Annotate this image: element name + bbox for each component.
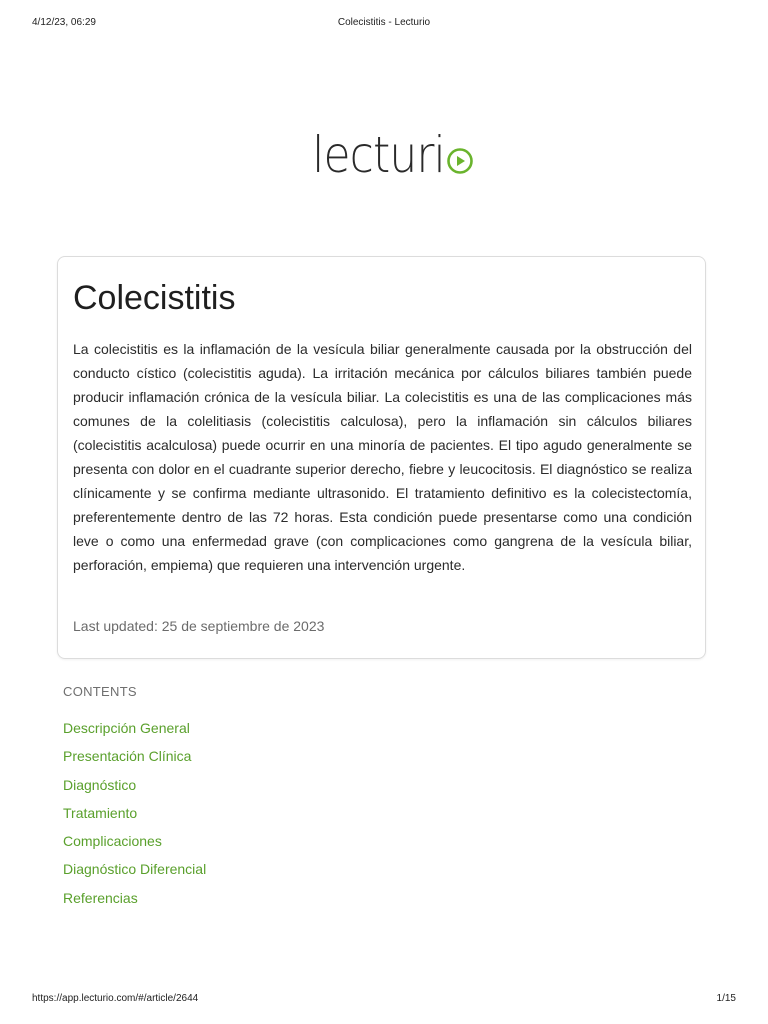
page-indicator: 1/15: [716, 993, 736, 1004]
toc-link-diagnostico[interactable]: Diagnóstico: [63, 776, 137, 793]
toc-link-diagnostico-diferencial[interactable]: Diagnóstico Diferencial: [63, 861, 207, 878]
toc-item: [63, 746, 206, 774]
toc-item: [63, 718, 206, 746]
print-footer: [0, 993, 768, 1009]
toc-item: [63, 888, 206, 916]
print-header: [0, 17, 768, 33]
print-page-title: Colecistitis - Lecturio: [337, 17, 431, 28]
toc-item: [63, 831, 206, 859]
toc-link-complicaciones[interactable]: Complicaciones: [63, 833, 162, 850]
contents-heading: CONTENTS: [63, 684, 137, 699]
article-title: Colecistitis: [73, 279, 236, 317]
toc-link-descripcion-general[interactable]: Descripción General: [63, 720, 190, 736]
toc-item: [63, 803, 206, 831]
play-icon: [446, 147, 474, 175]
toc-link-presentacion-clinica[interactable]: Presentación Clínica: [63, 748, 192, 765]
article-summary-card: [57, 256, 706, 659]
toc-item: [63, 775, 206, 803]
table-of-contents: [63, 718, 206, 916]
article-summary: La colecistitis es la inflamación de la vesícula biliar generalmente causada por la obstrucción del conducto cístico (colecistitis aguda). La irritación mecánica por cálculos biliares también puede producir inflamación crónica de la vesícula biliar. La colecistitis es una de las complicaciones más comunes de la colelitiasis (colecistitis calculosa), pero la inflamación sin cálculos biliares (colecistitis acalculosa) puede ocurrir en una minoría de pacientes. El tipo agudo generalmente se presenta con dolor en el cuadrante superior derecho, fiebre y leucocitosis. El diagnóstico se realiza clínicamente y se confirma mediante ultrasonido. El tratamiento definitivo es la colecistectomía, preferentemente dentro de las 72 horas. Esta condición puede presentarse como una condición leve o como una enfermedad grave (con complicaciones como gangrena de la vesícula biliar, perforación, empiema) que requieren una intervención urgente.: [73, 341, 692, 573]
print-url: https://app.lecturio.com/#/article/2644: [32, 993, 199, 1004]
last-updated: Last updated: 25 de septiembre de 2023: [73, 618, 325, 634]
toc-link-tratamiento[interactable]: Tratamiento: [63, 804, 138, 821]
toc-item: [63, 859, 206, 887]
lecturio-logo[interactable]: [0, 126, 768, 184]
print-datetime: 4/12/23, 06:29: [32, 17, 96, 28]
toc-link-referencias[interactable]: Referencias: [63, 889, 138, 906]
logo-wordmark: lecturi: [312, 126, 445, 184]
